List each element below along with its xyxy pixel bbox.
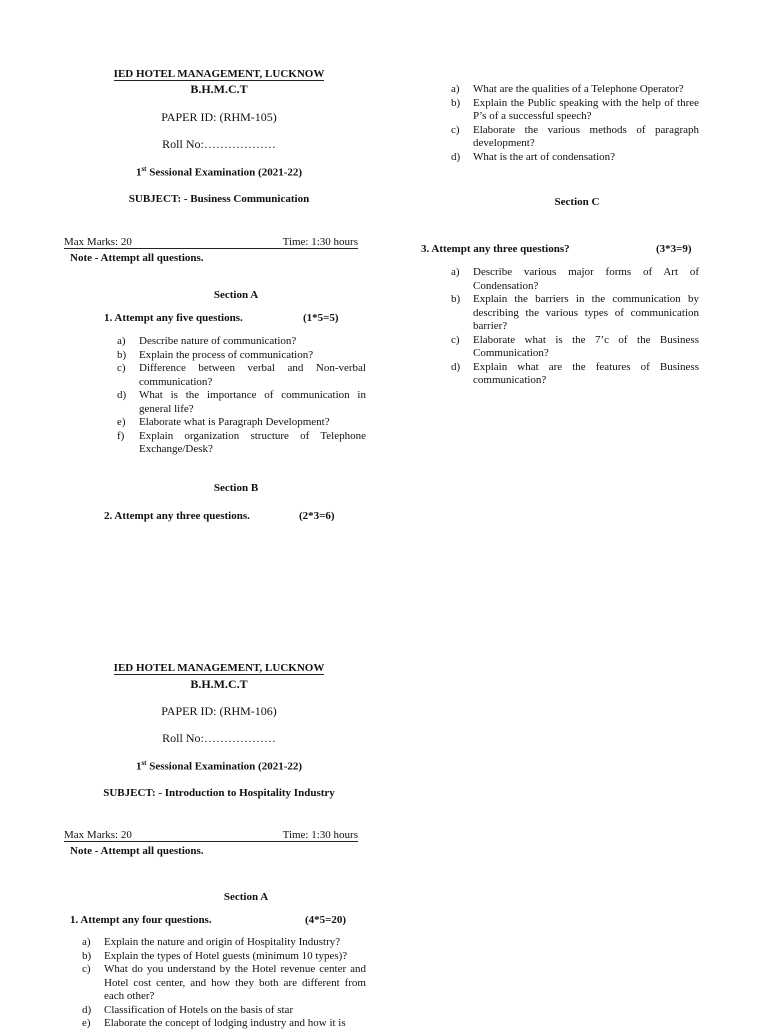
exam-name: Sessional Examination (2021-22) [146,166,303,179]
time-allowed: Time: 1:30 hours [282,236,358,248]
section-a-marks-2: (4*5=20) [305,914,347,926]
question-text: Explain organization structure of Telephone Exchange/Desk? [139,429,366,455]
exam-ordinal: 1 [135,760,142,773]
exam-title [64,165,374,179]
question-text: Explain what are the features of Business communication? [473,360,699,386]
section-a-instruction: 1. Attempt any five questions. [104,312,243,324]
question-marker: d) [451,150,461,163]
section-c-questions [451,266,699,388]
section-b-title: Section B [213,482,259,494]
question-text: Explain the barriers in the communication by describing the various types of communication barrier? [473,293,699,332]
question-item [117,349,366,363]
question-text: Elaborate what is Paragraph Development? [139,416,330,428]
exam-title-2 [64,759,374,773]
question-marker: c) [117,362,126,374]
institute-title [64,68,374,80]
section-a-title: Section A [213,289,259,301]
question-text: Explain the types of Hotel guests (minimum 10 types)? [104,949,348,962]
marks-time-row-2 [64,829,358,842]
section-b-marks: (2*3=6) [299,510,335,522]
question-item [82,1004,366,1018]
section-a-marks: (1*5=5) [303,312,339,324]
max-marks: Max Marks: 20 [64,236,132,248]
question-text: Elaborate what is the 7’c of the Business Communication? [473,333,699,359]
question-item [451,83,699,97]
question-marker: b) [451,293,461,305]
question-marker: a) [451,83,460,95]
section-a-questions [117,335,366,457]
section-b-questions [451,83,699,164]
question-item [451,334,699,361]
question-text: What do you understand by the Hotel revenue center and Hotel cost center, and how they both are different from each other? [104,963,366,1002]
institute-name: IED HOTEL MANAGEMENT, LUCKNOW [113,662,325,674]
question-marker: a) [451,266,460,278]
time-allowed: Time: 1:30 hours [282,829,358,841]
course-title: B.H.M.C.T [190,82,248,96]
question-item [451,361,699,388]
question-marker: a) [117,335,126,347]
course-title-2: B.H.M.C.T [190,677,248,691]
question-text: Elaborate the various methods of paragraph development? [473,123,699,149]
question-text: What is the importance of communication in general life? [139,389,366,415]
question-marker: c) [451,123,460,136]
question-text: Explain the nature and origin of Hospitality Industry? [104,936,341,948]
question-item [451,97,699,124]
question-marker: d) [117,389,127,401]
question-item [451,124,699,151]
question-marker: c) [451,333,460,346]
marks-time-row [64,236,358,249]
exam-ordinal-suffix: st [141,165,147,173]
question-marker: d) [451,360,461,373]
question-text: Explain the process of communication? [139,348,314,361]
question-item [451,266,699,293]
question-marker: f) [117,429,125,442]
question-marker: b) [82,949,92,962]
question-item [82,936,366,950]
subject-2: SUBJECT: - Introduction to Hospitality Industry [103,787,335,799]
section-a-instruction-2: 1. Attempt any four questions. [70,914,212,926]
exam-name: Sessional Examination (2021-22) [146,760,303,773]
section-b-instruction: 2. Attempt any three questions. [104,510,250,522]
note-2: Note - Attempt all questions. [70,845,204,857]
question-marker: b) [451,96,461,109]
question-item [117,335,366,349]
question-marker: d) [82,1003,92,1016]
question-item [82,963,366,1004]
question-item [117,389,366,416]
exam-ordinal-suffix: st [141,759,147,767]
roll-number-2: Roll No:……………… [162,731,276,745]
paper-id-2: PAPER ID: (RHM-106) [161,704,277,718]
question-item [451,151,699,165]
section-a-title-2: Section A [223,891,269,903]
paper-id: PAPER ID: (RHM-105) [161,110,277,124]
section-c-instruction: 3. Attempt any three questions? [421,243,570,255]
question-marker: e) [117,416,126,428]
question-text: Difference between verbal and Non-verbal communication? [139,362,366,388]
roll-number: Roll No:……………… [162,137,276,151]
note: Note - Attempt all questions. [70,252,204,264]
question-marker: a) [82,936,91,948]
question-text: Describe nature of communication? [139,335,297,347]
question-text: Explain the Public speaking with the help of three P’s of a successful speech? [473,96,699,122]
section-c-marks: (3*3=9) [656,243,692,255]
question-item [117,416,366,430]
question-text: Classification of Hotels on the basis of star [104,1003,294,1016]
exam-ordinal: 1 [135,166,142,179]
question-marker: b) [117,348,127,361]
section-c-title: Section C [554,196,600,208]
question-item [117,362,366,389]
question-text: Describe various major forms of Art of Condensation? [473,266,699,292]
subject: SUBJECT: - Business Communication [128,193,310,205]
question-marker: e) [82,1017,91,1029]
question-item [82,950,366,964]
question-item [451,293,699,334]
institute-name: IED HOTEL MANAGEMENT, LUCKNOW [113,68,325,80]
question-text: What are the qualities of a Telephone Operator? [473,83,684,95]
question-text: Elaborate the concept of lodging industry and how it is [104,1017,346,1029]
section-a-questions-2 [82,936,366,1031]
max-marks: Max Marks: 20 [64,829,132,841]
question-item [117,430,366,457]
question-text: What is the art of condensation? [473,150,616,163]
question-marker: c) [82,963,91,975]
institute-title-2 [64,662,374,674]
